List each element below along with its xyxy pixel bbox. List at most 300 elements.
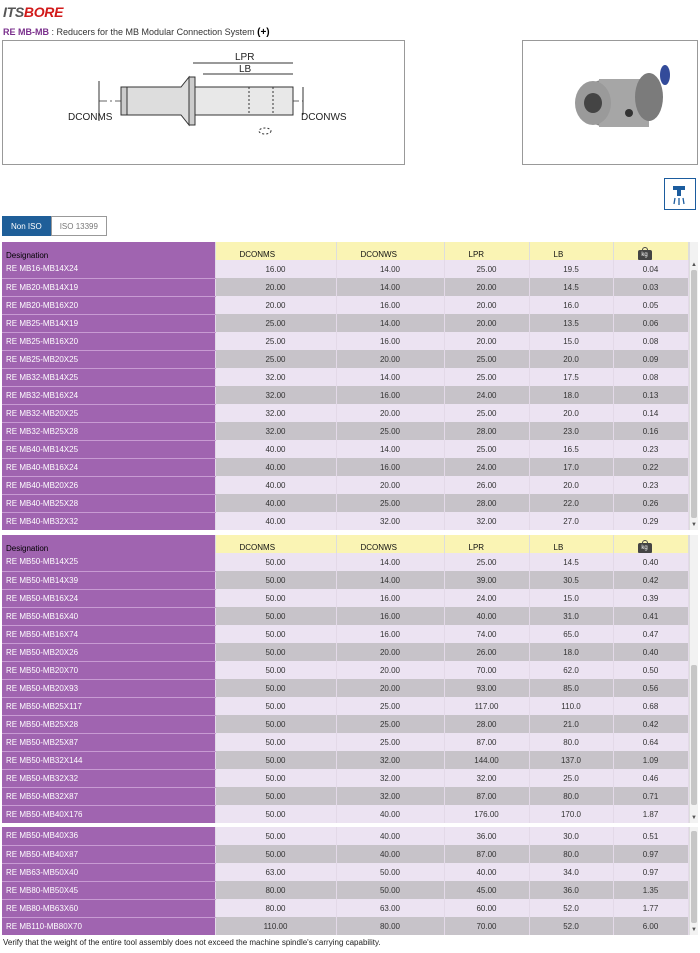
coolant-tap-icon xyxy=(667,181,693,207)
table-row[interactable] xyxy=(2,845,688,863)
cell-weight: 0.23 xyxy=(613,440,688,458)
cell-dconms: 20.00 xyxy=(215,296,336,314)
table-row[interactable] xyxy=(2,827,688,845)
cell-weight: 1.09 xyxy=(613,751,688,769)
table-row[interactable] xyxy=(2,715,688,733)
cell-lb: 30.5 xyxy=(529,571,613,589)
cell-weight: 0.42 xyxy=(613,571,688,589)
cell-lpr: 93.00 xyxy=(444,679,529,697)
cell-dconms: 50.00 xyxy=(215,571,336,589)
cell-lpr: 25.00 xyxy=(444,260,529,278)
cell-lpr: 32.00 xyxy=(444,512,529,530)
table-row[interactable] xyxy=(2,404,688,422)
cell-dconws: 14.00 xyxy=(336,314,444,332)
table-row[interactable] xyxy=(2,643,688,661)
cell-lb: 52.0 xyxy=(529,899,613,917)
reducer-drawing xyxy=(3,41,406,166)
table-header xyxy=(2,535,688,553)
scrollbar-1[interactable] xyxy=(689,242,698,530)
cell-lpr: 176.00 xyxy=(444,805,529,823)
table-row[interactable] xyxy=(2,314,688,332)
cell-lpr: 36.00 xyxy=(444,827,529,845)
table-row[interactable] xyxy=(2,787,688,805)
cell-designation[interactable]: RE MB50-MB16X40 xyxy=(2,607,215,625)
table-row[interactable] xyxy=(2,494,688,512)
cell-weight: 0.40 xyxy=(613,643,688,661)
cell-lb: 13.5 xyxy=(529,314,613,332)
cell-lb: 23.0 xyxy=(529,422,613,440)
cell-dconws: 16.00 xyxy=(336,625,444,643)
cell-dconms: 63.00 xyxy=(215,863,336,881)
label-dconws: DCONWS xyxy=(301,112,347,123)
table-row[interactable] xyxy=(2,769,688,787)
scroll-thumb-1[interactable] xyxy=(691,270,697,518)
cell-designation[interactable]: RE MB50-MB25X28 xyxy=(2,715,215,733)
cell-lb: 27.0 xyxy=(529,512,613,530)
table-row[interactable] xyxy=(2,350,688,368)
cell-lb: 52.0 xyxy=(529,917,613,935)
cell-dconms: 25.00 xyxy=(215,332,336,350)
cell-designation[interactable]: RE MB50-MB32X144 xyxy=(2,751,215,769)
cell-weight: 0.97 xyxy=(613,863,688,881)
cell-dconws: 40.00 xyxy=(336,827,444,845)
cell-dconms: 50.00 xyxy=(215,661,336,679)
cell-dconms: 40.00 xyxy=(215,512,336,530)
cell-weight: 0.41 xyxy=(613,607,688,625)
cell-designation[interactable]: RE MB40-MB14X25 xyxy=(2,440,215,458)
cell-lpr: 24.00 xyxy=(444,386,529,404)
cell-dconws: 32.00 xyxy=(336,751,444,769)
table-row[interactable] xyxy=(2,733,688,751)
technical-drawing xyxy=(2,40,405,165)
cell-weight: 0.39 xyxy=(613,589,688,607)
cell-weight: 0.13 xyxy=(613,386,688,404)
cell-dconws: 14.00 xyxy=(336,368,444,386)
table-row[interactable] xyxy=(2,661,688,679)
scroll-up-icon[interactable]: ▲ xyxy=(691,262,697,268)
table-row[interactable] xyxy=(2,571,688,589)
cell-designation[interactable]: RE MB20-MB16X20 xyxy=(2,296,215,314)
cell-dconms: 50.00 xyxy=(215,625,336,643)
cell-lpr: 87.00 xyxy=(444,733,529,751)
cell-dconms: 50.00 xyxy=(215,787,336,805)
data-table-2 xyxy=(2,535,689,823)
tab-non-iso[interactable]: Non ISO xyxy=(2,216,51,236)
cell-dconms: 80.00 xyxy=(215,899,336,917)
table-header xyxy=(2,242,688,260)
cell-lpr: 45.00 xyxy=(444,881,529,899)
cell-dconms: 50.00 xyxy=(215,805,336,823)
cell-dconms: 50.00 xyxy=(215,553,336,571)
cell-designation[interactable]: RE MB50-MB32X87 xyxy=(2,787,215,805)
cell-lpr: 28.00 xyxy=(444,715,529,733)
cell-lb: 34.0 xyxy=(529,863,613,881)
data-table-1 xyxy=(2,242,689,530)
table-row[interactable] xyxy=(2,751,688,769)
coolant-icon[interactable] xyxy=(664,178,696,210)
cell-dconms: 32.00 xyxy=(215,404,336,422)
cell-weight: 0.04 xyxy=(613,260,688,278)
table-row[interactable] xyxy=(2,386,688,404)
cell-lpr: 70.00 xyxy=(444,661,529,679)
cell-lpr: 25.00 xyxy=(444,553,529,571)
cell-weight: 0.29 xyxy=(613,512,688,530)
plus-icon[interactable]: (+) xyxy=(257,27,270,38)
cell-lb: 110.0 xyxy=(529,697,613,715)
cell-designation[interactable]: RE MB50-MB40X36 xyxy=(2,827,215,845)
cell-weight: 6.00 xyxy=(613,917,688,935)
table-row[interactable] xyxy=(2,899,688,917)
cell-dconms: 110.00 xyxy=(215,917,336,935)
cell-lpr: 20.00 xyxy=(444,314,529,332)
cell-designation[interactable]: RE MB40-MB16X24 xyxy=(2,458,215,476)
cell-dconms: 32.00 xyxy=(215,422,336,440)
cell-dconms: 32.00 xyxy=(215,386,336,404)
cell-lpr: 20.00 xyxy=(444,296,529,314)
cell-weight: 0.14 xyxy=(613,404,688,422)
cell-designation[interactable]: RE MB40-MB20X26 xyxy=(2,476,215,494)
cell-dconws: 14.00 xyxy=(336,553,444,571)
table-row[interactable] xyxy=(2,278,688,296)
cell-designation[interactable]: RE MB50-MB14X25 xyxy=(2,553,215,571)
label-dconms: DCONMS xyxy=(68,112,113,123)
table-row[interactable] xyxy=(2,422,688,440)
cell-dconms: 50.00 xyxy=(215,733,336,751)
cell-dconws: 40.00 xyxy=(336,805,444,823)
cell-lb: 19.5 xyxy=(529,260,613,278)
cell-lb: 16.0 xyxy=(529,296,613,314)
cell-weight: 0.23 xyxy=(613,476,688,494)
cell-dconws: 20.00 xyxy=(336,350,444,368)
cell-designation[interactable]: RE MB50-MB25X87 xyxy=(2,733,215,751)
cell-lpr: 39.00 xyxy=(444,571,529,589)
cell-dconws: 32.00 xyxy=(336,787,444,805)
cell-dconms: 50.00 xyxy=(215,697,336,715)
cell-dconws: 16.00 xyxy=(336,296,444,314)
cell-weight: 0.26 xyxy=(613,494,688,512)
cell-designation[interactable]: RE MB40-MB32X32 xyxy=(2,512,215,530)
cell-weight: 0.06 xyxy=(613,314,688,332)
scroll-thumb-3[interactable] xyxy=(691,831,697,923)
cell-lb: 20.0 xyxy=(529,404,613,422)
cell-lb: 30.0 xyxy=(529,827,613,845)
col-dconws: DCONWS xyxy=(336,242,444,260)
cell-lb: 80.0 xyxy=(529,733,613,751)
scrollbar-2[interactable] xyxy=(689,535,698,823)
cell-weight: 0.97 xyxy=(613,845,688,863)
footnote: Verify that the weight of the entire tool assembly does not exceed the machine spindle's carrying capability. xyxy=(3,938,381,947)
standard-tabs xyxy=(2,216,107,236)
cell-lb: 80.0 xyxy=(529,845,613,863)
cell-designation[interactable]: RE MB50-MB40X176 xyxy=(2,805,215,823)
cell-weight: 0.64 xyxy=(613,733,688,751)
cell-dconws: 25.00 xyxy=(336,733,444,751)
table-row[interactable] xyxy=(2,917,688,935)
cell-dconws: 50.00 xyxy=(336,863,444,881)
cell-dconws: 25.00 xyxy=(336,494,444,512)
col-dconms: DCONMS xyxy=(215,535,336,553)
cell-lb: 137.0 xyxy=(529,751,613,769)
cell-lpr: 144.00 xyxy=(444,751,529,769)
cell-dconms: 50.00 xyxy=(215,827,336,845)
cell-designation[interactable]: RE MB40-MB25X28 xyxy=(2,494,215,512)
label-lb: LB xyxy=(239,64,252,75)
cell-weight: 0.51 xyxy=(613,827,688,845)
cell-lpr: 40.00 xyxy=(444,607,529,625)
cell-lb: 14.5 xyxy=(529,278,613,296)
col-dconws: DCONWS xyxy=(336,535,444,553)
cell-dconws: 80.00 xyxy=(336,917,444,935)
table-row[interactable] xyxy=(2,512,688,530)
product-code: RE MB-MB xyxy=(3,27,49,37)
scroll-down-icon[interactable]: ▼ xyxy=(691,927,697,933)
reducer-photo xyxy=(523,41,699,166)
cell-lpr: 20.00 xyxy=(444,278,529,296)
cell-dconws: 16.00 xyxy=(336,458,444,476)
product-photo xyxy=(522,40,698,165)
cell-weight: 1.77 xyxy=(613,899,688,917)
cell-lb: 20.0 xyxy=(529,350,613,368)
weight-icon: kg xyxy=(638,543,652,553)
cell-lpr: 25.00 xyxy=(444,350,529,368)
cell-dconws: 14.00 xyxy=(336,260,444,278)
col-lpr: LPR xyxy=(444,242,529,260)
cell-lb: 15.0 xyxy=(529,589,613,607)
cell-dconws: 16.00 xyxy=(336,607,444,625)
cell-dconms: 40.00 xyxy=(215,476,336,494)
cell-lpr: 87.00 xyxy=(444,845,529,863)
cell-designation[interactable]: RE MB32-MB25X28 xyxy=(2,422,215,440)
cell-lpr: 26.00 xyxy=(444,643,529,661)
cell-lb: 17.0 xyxy=(529,458,613,476)
table-row[interactable] xyxy=(2,296,688,314)
col-lb: LB xyxy=(529,535,613,553)
cell-dconws: 20.00 xyxy=(336,476,444,494)
cell-dconws: 20.00 xyxy=(336,404,444,422)
table-row[interactable] xyxy=(2,881,688,899)
label-lpr: LPR xyxy=(235,52,255,63)
cell-lpr: 70.00 xyxy=(444,917,529,935)
cell-lb: 17.5 xyxy=(529,368,613,386)
table-block-1 xyxy=(2,242,698,530)
table-row[interactable] xyxy=(2,863,688,881)
cell-weight: 0.56 xyxy=(613,679,688,697)
cell-designation[interactable]: RE MB50-MB16X74 xyxy=(2,625,215,643)
cell-lb: 36.0 xyxy=(529,881,613,899)
cell-lpr: 25.00 xyxy=(444,404,529,422)
cell-lb: 25.0 xyxy=(529,769,613,787)
cell-dconws: 20.00 xyxy=(336,679,444,697)
cell-dconws: 32.00 xyxy=(336,512,444,530)
cell-designation[interactable]: RE MB80-MB50X45 xyxy=(2,881,215,899)
cell-dconms: 40.00 xyxy=(215,458,336,476)
cell-designation[interactable]: RE MB50-MB20X70 xyxy=(2,661,215,679)
cell-weight: 0.22 xyxy=(613,458,688,476)
scrollbar-3[interactable] xyxy=(689,827,698,935)
cell-dconms: 50.00 xyxy=(215,589,336,607)
table-row[interactable] xyxy=(2,553,688,571)
cell-lb: 65.0 xyxy=(529,625,613,643)
weight-icon: kg xyxy=(638,250,652,260)
cell-dconws: 63.00 xyxy=(336,899,444,917)
cell-lb: 16.5 xyxy=(529,440,613,458)
cell-dconms: 50.00 xyxy=(215,715,336,733)
cell-designation[interactable]: RE MB32-MB16X24 xyxy=(2,386,215,404)
table-row[interactable] xyxy=(2,368,688,386)
cell-lb: 22.0 xyxy=(529,494,613,512)
cell-weight: 0.08 xyxy=(613,368,688,386)
cell-lb: 21.0 xyxy=(529,715,613,733)
cell-weight: 0.16 xyxy=(613,422,688,440)
cell-designation[interactable]: RE MB63-MB50X40 xyxy=(2,863,215,881)
cell-weight: 0.71 xyxy=(613,787,688,805)
cell-weight: 0.68 xyxy=(613,697,688,715)
cell-dconms: 20.00 xyxy=(215,278,336,296)
col-designation: Designation xyxy=(2,535,215,553)
cell-lb: 85.0 xyxy=(529,679,613,697)
cell-dconms: 40.00 xyxy=(215,440,336,458)
cell-lb: 18.0 xyxy=(529,643,613,661)
cell-lb: 15.0 xyxy=(529,332,613,350)
cell-dconms: 50.00 xyxy=(215,845,336,863)
cell-dconws: 14.00 xyxy=(336,571,444,589)
table-row[interactable] xyxy=(2,697,688,715)
table-row[interactable] xyxy=(2,679,688,697)
cell-lb: 20.0 xyxy=(529,476,613,494)
tab-iso-13399[interactable]: ISO 13399 xyxy=(51,216,107,236)
cell-dconws: 25.00 xyxy=(336,697,444,715)
cell-designation[interactable]: RE MB25-MB14X19 xyxy=(2,314,215,332)
col-lpr: LPR xyxy=(444,535,529,553)
table-row[interactable] xyxy=(2,625,688,643)
cell-lpr: 60.00 xyxy=(444,899,529,917)
cell-lb: 170.0 xyxy=(529,805,613,823)
cell-dconws: 32.00 xyxy=(336,769,444,787)
col-designation: Designation xyxy=(2,242,215,260)
page-subtitle xyxy=(3,27,270,38)
cell-dconws: 20.00 xyxy=(336,661,444,679)
cell-dconws: 40.00 xyxy=(336,845,444,863)
table-row[interactable] xyxy=(2,260,688,278)
table-row[interactable] xyxy=(2,589,688,607)
cell-lpr: 32.00 xyxy=(444,769,529,787)
table-row[interactable] xyxy=(2,458,688,476)
table-block-2 xyxy=(2,535,698,823)
cell-designation[interactable]: RE MB32-MB20X25 xyxy=(2,404,215,422)
cell-weight: 0.08 xyxy=(613,332,688,350)
cell-lb: 31.0 xyxy=(529,607,613,625)
col-lb: LB xyxy=(529,242,613,260)
data-table-3 xyxy=(2,827,689,935)
cell-weight: 1.87 xyxy=(613,805,688,823)
cell-dconms: 25.00 xyxy=(215,350,336,368)
cell-dconms: 40.00 xyxy=(215,494,336,512)
cell-weight: 0.50 xyxy=(613,661,688,679)
cell-dconws: 16.00 xyxy=(336,386,444,404)
cell-lpr: 28.00 xyxy=(444,422,529,440)
cell-weight: 1.35 xyxy=(613,881,688,899)
cell-designation[interactable]: RE MB110-MB80X70 xyxy=(2,917,215,935)
cell-designation[interactable]: RE MB50-MB14X39 xyxy=(2,571,215,589)
col-dconms: DCONMS xyxy=(215,242,336,260)
cell-designation[interactable]: RE MB25-MB20X25 xyxy=(2,350,215,368)
brand-logo: ITSBORE xyxy=(3,4,64,20)
cell-dconws: 25.00 xyxy=(336,422,444,440)
cell-designation[interactable]: RE MB50-MB20X26 xyxy=(2,643,215,661)
scroll-down-icon[interactable]: ▼ xyxy=(691,522,697,528)
cell-weight: 0.03 xyxy=(613,278,688,296)
cell-dconws: 16.00 xyxy=(336,589,444,607)
cell-dconms: 50.00 xyxy=(215,769,336,787)
cell-dconms: 50.00 xyxy=(215,643,336,661)
cell-lpr: 87.00 xyxy=(444,787,529,805)
cell-lpr: 25.00 xyxy=(444,368,529,386)
cell-weight: 0.46 xyxy=(613,769,688,787)
cell-designation[interactable]: RE MB50-MB16X24 xyxy=(2,589,215,607)
cell-weight: 0.47 xyxy=(613,625,688,643)
cell-dconws: 14.00 xyxy=(336,440,444,458)
cell-lb: 14.5 xyxy=(529,553,613,571)
col-weight xyxy=(613,242,688,260)
table-row[interactable] xyxy=(2,805,688,823)
cell-designation[interactable]: RE MB80-MB63X60 xyxy=(2,899,215,917)
cell-designation[interactable]: RE MB16-MB14X24 xyxy=(2,260,215,278)
scroll-thumb-2[interactable] xyxy=(691,665,697,805)
cell-dconms: 50.00 xyxy=(215,679,336,697)
cell-lpr: 28.00 xyxy=(444,494,529,512)
cell-lpr: 117.00 xyxy=(444,697,529,715)
table-row[interactable] xyxy=(2,332,688,350)
cell-lb: 18.0 xyxy=(529,386,613,404)
cell-weight: 0.42 xyxy=(613,715,688,733)
cell-designation[interactable]: RE MB50-MB20X93 xyxy=(2,679,215,697)
cell-lb: 80.0 xyxy=(529,787,613,805)
cell-dconws: 50.00 xyxy=(336,881,444,899)
table-row[interactable] xyxy=(2,607,688,625)
cell-designation[interactable]: RE MB50-MB25X117 xyxy=(2,697,215,715)
cell-dconms: 50.00 xyxy=(215,751,336,769)
cell-lpr: 24.00 xyxy=(444,589,529,607)
cell-dconws: 16.00 xyxy=(336,332,444,350)
cell-lpr: 24.00 xyxy=(444,458,529,476)
cell-dconws: 20.00 xyxy=(336,643,444,661)
cell-designation[interactable]: RE MB20-MB14X19 xyxy=(2,278,215,296)
cell-lpr: 74.00 xyxy=(444,625,529,643)
cell-dconms: 16.00 xyxy=(215,260,336,278)
col-weight xyxy=(613,535,688,553)
cell-dconws: 14.00 xyxy=(336,278,444,296)
cell-dconms: 32.00 xyxy=(215,368,336,386)
cell-lb: 62.0 xyxy=(529,661,613,679)
cell-lpr: 25.00 xyxy=(444,440,529,458)
cell-weight: 0.05 xyxy=(613,296,688,314)
table-block-3 xyxy=(2,827,698,935)
cell-dconms: 80.00 xyxy=(215,881,336,899)
table-row[interactable] xyxy=(2,476,688,494)
cell-designation[interactable]: RE MB50-MB40X87 xyxy=(2,845,215,863)
scroll-down-icon[interactable]: ▼ xyxy=(691,815,697,821)
cell-designation[interactable]: RE MB50-MB32X32 xyxy=(2,769,215,787)
cell-lpr: 26.00 xyxy=(444,476,529,494)
cell-weight: 0.09 xyxy=(613,350,688,368)
cell-weight: 0.40 xyxy=(613,553,688,571)
cell-lpr: 20.00 xyxy=(444,332,529,350)
subtitle-text: : Reducers for the MB Modular Connection System xyxy=(51,27,255,37)
cell-designation[interactable]: RE MB32-MB14X25 xyxy=(2,368,215,386)
cell-designation[interactable]: RE MB25-MB16X20 xyxy=(2,332,215,350)
cell-lpr: 40.00 xyxy=(444,863,529,881)
table-row[interactable] xyxy=(2,440,688,458)
